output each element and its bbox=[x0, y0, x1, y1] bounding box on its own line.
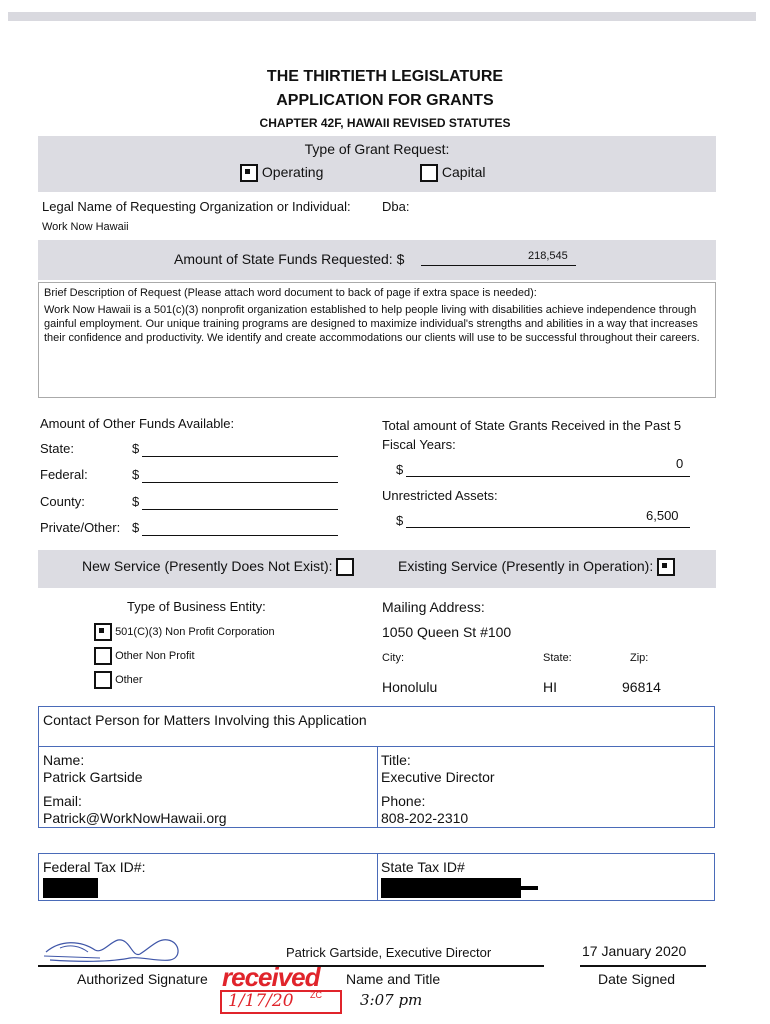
state-dollar: $ bbox=[132, 441, 140, 456]
grants-line bbox=[406, 476, 690, 477]
county-funds-row bbox=[40, 494, 85, 509]
zip-value: 96814 bbox=[622, 679, 661, 695]
dba-label: Dba: bbox=[382, 199, 410, 214]
new-service-label: New Service (Presently Does Not Exist): bbox=[82, 558, 333, 574]
county-dollar: $ bbox=[132, 494, 140, 509]
mailing-street: 1050 Queen St #100 bbox=[382, 624, 512, 640]
date-signed-value: 17 January 2020 bbox=[582, 943, 687, 959]
entity-other-nonprofit-label: Other Non Profit bbox=[115, 649, 195, 662]
state-funds-label: State: bbox=[40, 441, 74, 456]
unrestricted-dollar: $ bbox=[396, 513, 404, 528]
grants-dollar: $ bbox=[396, 462, 404, 477]
date-signed-label: Date Signed bbox=[598, 971, 676, 987]
legal-name-label: Legal Name of Requesting Organization or Individual: bbox=[42, 199, 351, 214]
capital-checkbox[interactable] bbox=[420, 164, 438, 182]
state-tax-redaction-tail bbox=[520, 886, 538, 890]
grants-received-label: Total amount of State Grants Received in the Past 5 Fiscal Years: bbox=[382, 418, 682, 452]
name-title-label: Name and Title bbox=[346, 971, 441, 987]
capital-label: Capital bbox=[441, 164, 486, 180]
other-funds-label: Amount of Other Funds Available: bbox=[40, 416, 235, 431]
signature-line-right bbox=[580, 965, 706, 967]
contact-email: Patrick@WorkNowHawaii.org bbox=[43, 810, 227, 826]
unrestricted-label: Unrestricted Assets: bbox=[382, 488, 498, 503]
unrestricted-value: 6,500 bbox=[646, 508, 679, 523]
mailing-label: Mailing Address: bbox=[382, 599, 485, 615]
contact-phone: 808-202-2310 bbox=[381, 810, 469, 826]
operating-checkbox[interactable] bbox=[240, 164, 258, 182]
entity-option-other[interactable] bbox=[94, 671, 143, 689]
entity-option-501c3[interactable] bbox=[94, 623, 275, 641]
new-service-option[interactable] bbox=[82, 558, 354, 576]
zip-label: Zip: bbox=[630, 652, 649, 664]
federal-tax-label: Federal Tax ID#: bbox=[43, 859, 146, 875]
organization-name: Work Now Hawaii bbox=[42, 221, 129, 233]
operating-label: Operating bbox=[261, 164, 324, 180]
existing-service-option[interactable] bbox=[398, 558, 675, 576]
contact-phone-label: Phone: bbox=[381, 793, 426, 809]
entity-other-nonprofit-checkbox[interactable] bbox=[94, 647, 112, 665]
contact-email-label: Email: bbox=[43, 793, 82, 809]
capital-option[interactable] bbox=[420, 164, 485, 182]
federal-funds-row bbox=[40, 467, 88, 482]
private-funds-label: Private/Other: bbox=[40, 520, 121, 535]
private-dollar: $ bbox=[132, 520, 140, 535]
description-label: Brief Description of Request (Please attach word document to back of page if extra space is needed): bbox=[44, 287, 537, 299]
entity-501c3-label: 501(C)(3) Non Profit Corporation bbox=[115, 625, 275, 638]
county-funds-line[interactable] bbox=[142, 509, 338, 510]
entity-other-label: Other bbox=[115, 673, 143, 686]
federal-funds-line[interactable] bbox=[142, 482, 338, 483]
private-funds-line[interactable] bbox=[142, 535, 338, 536]
signature-scribble bbox=[40, 932, 190, 968]
tax-divider-v bbox=[377, 853, 378, 901]
grants-value: 0 bbox=[676, 456, 684, 471]
state-tax-redaction bbox=[381, 878, 521, 898]
amount-label: Amount of State Funds Requested: $ bbox=[174, 251, 405, 267]
top-scan-bar bbox=[8, 12, 756, 21]
existing-service-checkbox[interactable] bbox=[657, 558, 675, 576]
operating-option[interactable] bbox=[240, 164, 323, 182]
federal-dollar: $ bbox=[132, 467, 140, 482]
city-label: City: bbox=[382, 652, 404, 664]
federal-tax-redaction bbox=[43, 878, 98, 898]
contact-divider-v bbox=[377, 746, 378, 828]
contact-title: Executive Director bbox=[381, 769, 495, 785]
contact-title-label: Title: bbox=[381, 752, 411, 768]
amount-value: 218,545 bbox=[528, 250, 568, 262]
received-stamp: received bbox=[222, 962, 320, 992]
entity-type-label: Type of Business Entity: bbox=[127, 599, 266, 614]
description-text: Work Now Hawaii is a 501(c)(3) nonprofit organization established to help people living with disabilities achieve independence through gainful employment. Our unique training programs are designed to maximize individual's strengths and abilities in a way that increases their confidence and productivity. We identify and create accommodations our clients will use to be successful throughout their careers. bbox=[44, 304, 700, 344]
state-tax-label: State Tax ID# bbox=[381, 859, 465, 875]
unrestricted-line bbox=[406, 527, 690, 528]
new-service-checkbox[interactable] bbox=[336, 558, 354, 576]
stamp-time: 3:07 pm bbox=[360, 991, 423, 1009]
state-label: State: bbox=[543, 652, 572, 664]
entity-option-other-nonprofit[interactable] bbox=[94, 647, 195, 665]
contact-name: Patrick Gartside bbox=[43, 769, 143, 785]
city-value: Honolulu bbox=[382, 679, 438, 695]
state-value: HI bbox=[543, 679, 557, 695]
entity-other-checkbox[interactable] bbox=[94, 671, 112, 689]
signer-name-title: Patrick Gartside, Executive Director bbox=[286, 945, 492, 960]
state-funds-line[interactable] bbox=[142, 456, 338, 457]
federal-funds-label: Federal: bbox=[40, 467, 88, 482]
stamp-date: 1/17/20 bbox=[228, 991, 294, 1011]
state-funds-row bbox=[40, 441, 74, 456]
page-subtitle: APPLICATION FOR GRANTS bbox=[276, 92, 494, 109]
contact-name-label: Name: bbox=[43, 752, 85, 768]
grant-type-label: Type of Grant Request: bbox=[304, 141, 450, 157]
amount-line bbox=[421, 265, 576, 266]
contact-header: Contact Person for Matters Involving this Application bbox=[43, 712, 367, 728]
existing-service-label: Existing Service (Presently in Operation): bbox=[398, 558, 654, 574]
stamp-initials: ZC bbox=[310, 990, 322, 1000]
entity-501c3-checkbox[interactable] bbox=[94, 623, 112, 641]
page-title: THE THIRTIETH LEGISLATURE bbox=[266, 68, 504, 85]
authorized-signature-label: Authorized Signature bbox=[77, 971, 208, 987]
private-funds-row bbox=[40, 520, 120, 535]
statute-reference: CHAPTER 42F, HAWAII REVISED STATUTES bbox=[259, 116, 511, 130]
county-funds-label: County: bbox=[40, 494, 85, 509]
